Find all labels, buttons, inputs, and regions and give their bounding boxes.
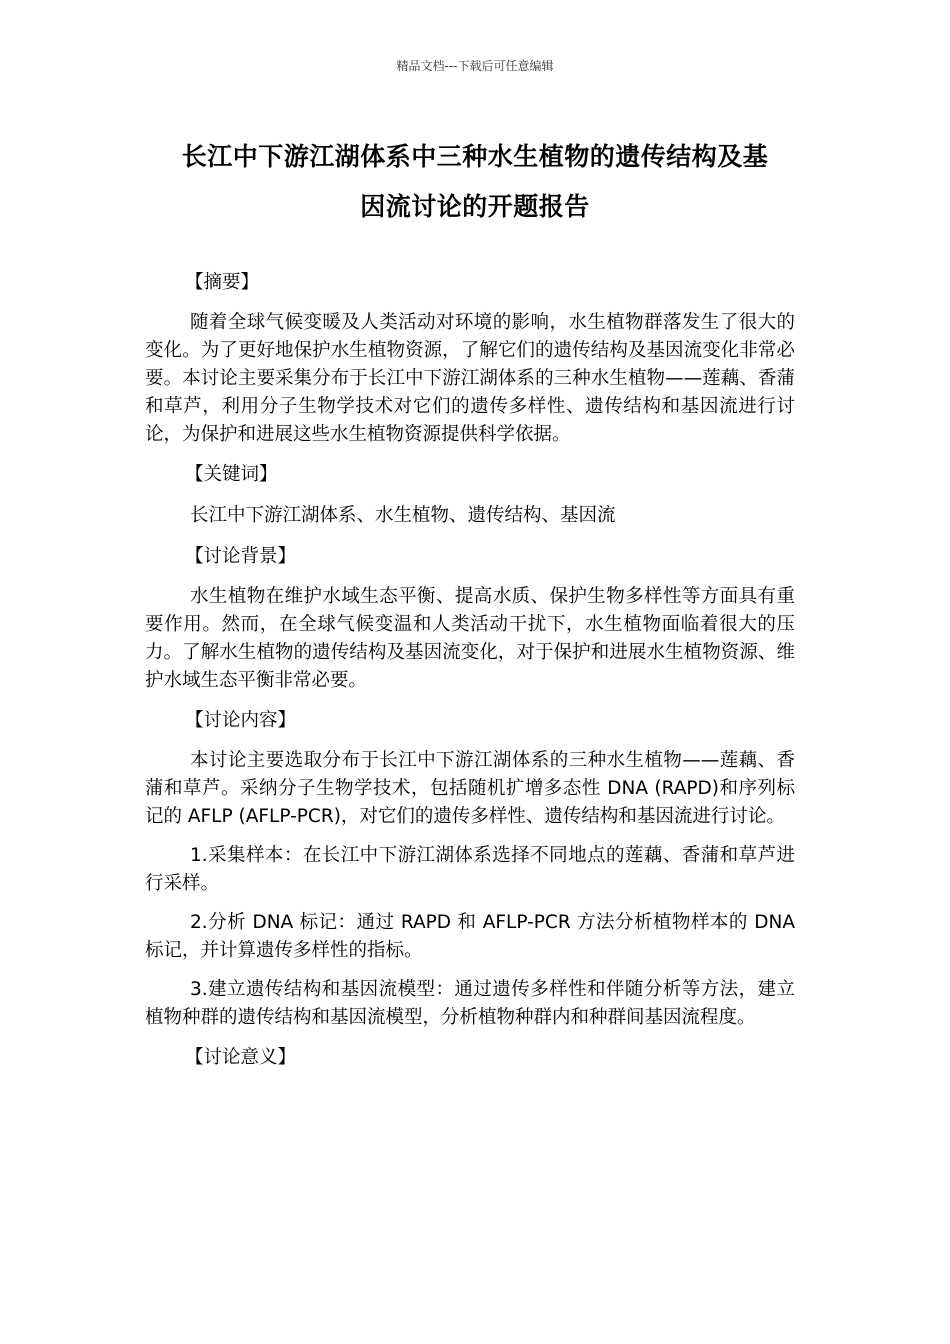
content-item-2: 2.分析 DNA 标记：通过 RAPD 和 AFLP-PCR 方法分析植物样本的 DNA 标记，并计算遗传多样性的指标。	[145, 912, 795, 961]
content-item-3: 3.建立遗传结构和基因流模型：通过遗传多样性和伴随分析等方法，建立植物种群的遗传结构和基因流模型，分析植物种群内和种群间基因流程度。	[145, 979, 795, 1028]
title-line-1: 长江中下游江湖体系中三种水生植物的遗传结构及基	[181, 142, 769, 171]
abstract-heading: 【摘要】	[185, 272, 260, 293]
content-item-1: 1.采集样本：在长江中下游江湖体系选择不同地点的莲藕、香蒲和草芦进行采样。	[145, 845, 795, 894]
content-heading: 【讨论内容】	[185, 710, 297, 731]
content-intro: 本讨论主要选取分布于长江中下游江湖体系的三种水生植物——莲藕、香蒲和草芦。采纳分子生物学技术，包括随机扩增多态性 DNA (RAPD)和序列标记的 AFLP (AFLP-PCR)，对它们的遗传多样性、遗传结构和基因流进行讨论。	[145, 750, 795, 827]
background-text: 水生植物在维护水域生态平衡、提高水质、保护生物多样性等方面具有重要作用。然而，在全球气候变温和人类活动干扰下，水生植物面临着很大的压力。了解水生植物的遗传结构及基因流变化，对于保护和进展水生植物资源、维护水域生态平衡非常必要。	[145, 586, 795, 691]
title-line-2: 因流讨论的开题报告	[360, 192, 590, 221]
keywords-text: 长江中下游江湖体系、水生植物、遗传结构、基因流	[190, 505, 616, 526]
page-header: 精品文档---下载后可任意编辑	[396, 59, 554, 73]
document-title	[110, 132, 840, 232]
background-heading: 【讨论背景】	[185, 546, 297, 567]
document-body	[145, 268, 795, 1084]
keywords-heading: 【关键词】	[185, 464, 278, 485]
significance-heading: 【讨论意义】	[185, 1047, 297, 1068]
abstract-text: 随着全球气候变暖及人类活动对环境的影响，水生植物群落发生了很大的变化。为了更好地保护水生植物资源，了解它们的遗传结构及基因流变化非常必要。本讨论主要采集分布于长江中下游江湖体系的三种水生植物——莲藕、香蒲和草芦，利用分子生物学技术对它们的遗传多样性、遗传结构和基因流进行讨论，为保护和进展这些水生植物资源提供科学依据。	[145, 312, 795, 445]
